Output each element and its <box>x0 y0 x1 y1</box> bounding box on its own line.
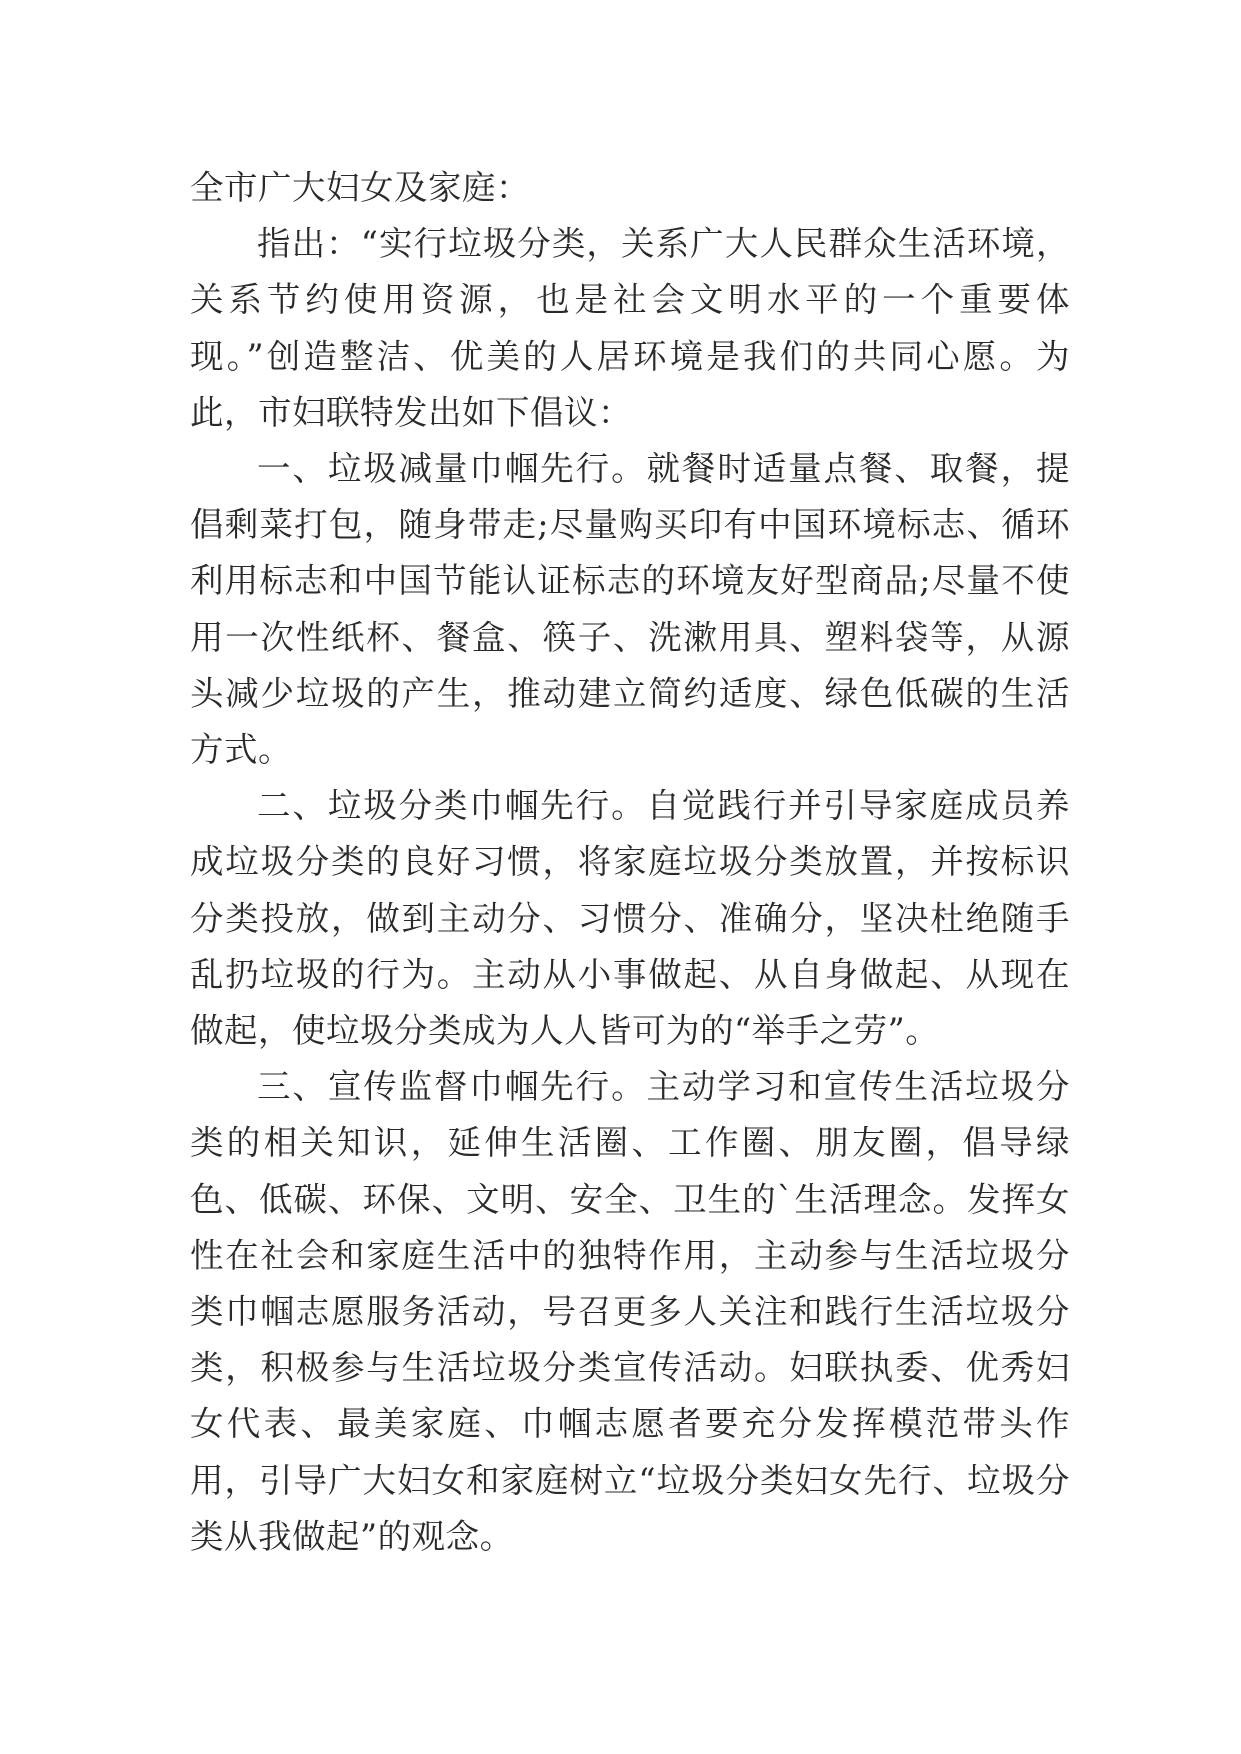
proposal-one-paragraph: 一、垃圾减量巾帼先行。就餐时适量点餐、取餐，提倡剩菜打包，随身带走;尽量购买印有中国环境标志、循环利用标志和中国节能认证标志的环境友好型商品;尽量不使用一次性纸杯、餐盒、筷子、洗漱用具、塑料袋等，从源头减少垃圾的产生，推动建立简约适度、绿色低碳的生活方式。 <box>190 449 1070 770</box>
intro-paragraph: 指出：“实行垃圾分类，关系广大人民群众生活环境，关系节约使用资源，也是社会文明水平的一个重要体现。”创造整洁、优美的人居环境是我们的共同心愿。为此，市妇联特发出如下倡议： <box>190 224 1070 432</box>
document-body <box>190 160 1070 1565</box>
proposal-three-paragraph: 三、宣传监督巾帼先行。主动学习和宣传生活垃圾分类的相关知识，延伸生活圈、工作圈、朋友圈，倡导绿色、低碳、环保、文明、安全、卫生的`生活理念。发挥女性在社会和家庭生活中的独特作用，主动参与生活垃圾分类巾帼志愿服务活动，号召更多人关注和践行生活垃圾分类，积极参与生活垃圾分类宣传活动。妇联执委、优秀妇女代表、最美家庭、巾帼志愿者要充分发挥模范带头作用，引导广大妇女和家庭树立“垃圾分类妇女先行、垃圾分类从我做起”的观念。 <box>190 1067 1070 1556</box>
salutation: 全市广大妇女及家庭： <box>190 168 530 207</box>
proposal-two-paragraph: 二、垃圾分类巾帼先行。自觉践行并引导家庭成员养成垃圾分类的良好习惯，将家庭垃圾分类放置，并按标识分类投放，做到主动分、习惯分、准确分，坚决杜绝随手乱扔垃圾的行为。主动从小事做起、从自身做起、从现在做起，使垃圾分类成为人人皆可为的“举手之劳”。 <box>190 786 1070 1051</box>
